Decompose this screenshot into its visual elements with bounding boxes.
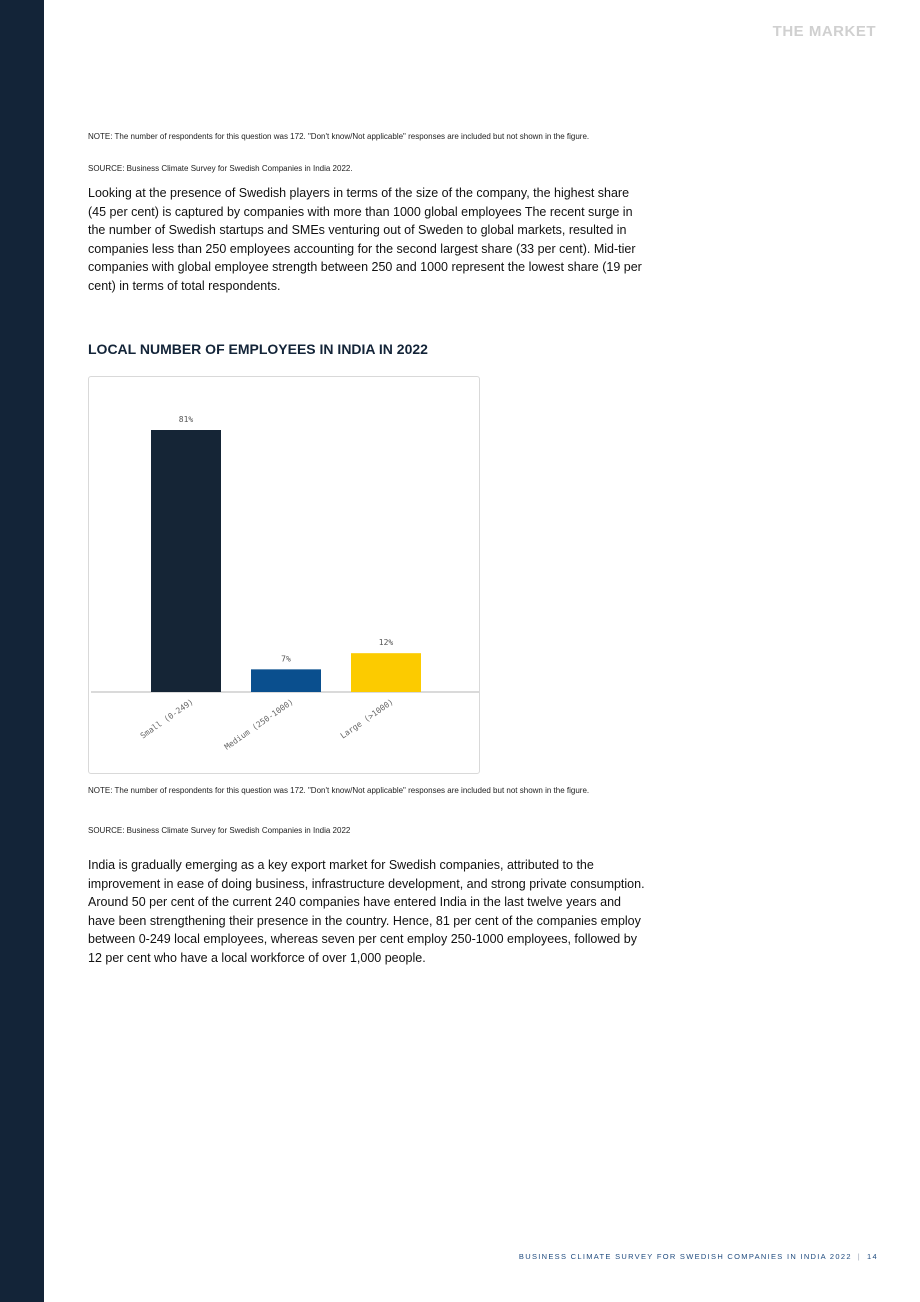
bar-1 [251,669,321,692]
data-label-2: 12% [378,638,394,648]
bar-0 [151,430,221,692]
footer-separator: | [857,1252,862,1261]
chart-heading: LOCAL NUMBER OF EMPLOYEES IN INDIA IN 2022 [88,341,428,357]
paragraph-1: Looking at the presence of Swedish players in terms of the size of the company, the highest share (45 per cent) is captured by companies with more than 1000 global employees The recent surge in the number of Swedish startups and SMEs venturing out of Sweden to global markets, resulted in companies less than 250 employees accounting for the second largest share (33 per cent). Mid-tier companies with global employee strength between 250 and 1000 represent the lowest share (19 per cent) in terms of total respondents. [88,186,642,293]
note-bottom: NOTE: The number of respondents for this question was 172. "Don't know/Not applicable" responses are included but not shown in the figure. [88,786,590,795]
category-label-1: Medium (250-1000) [222,697,296,752]
source-bottom: SOURCE: Business Climate Survey for Swedish Companies in India 2022 [88,826,351,835]
category-label-0: Small (0-249) [138,697,196,741]
sidebar-band [0,0,44,1302]
bar-2 [351,653,421,692]
data-label-0: 81% [178,415,194,424]
data-label-1: 7% [281,654,291,664]
category-label-2: Large (>1000) [338,697,396,741]
page-footer [519,1252,878,1261]
note-top: NOTE: The number of respondents for this question was 172. "Don't know/Not applicable" responses are included but not shown in the figure. [88,132,590,141]
source-top: SOURCE: Business Climate Survey for Swedish Companies in India 2022. [88,164,353,173]
page-number: 14 [867,1252,878,1261]
bar-chart [89,377,479,773]
footer-title: BUSINESS CLIMATE SURVEY FOR SWEDISH COMPANIES IN INDIA 2022 [518,1252,852,1261]
paragraph-2: India is gradually emerging as a key export market for Swedish companies, attributed to the improvement in ease of doing business, infrastructure development, and strong private consumption. Around 50 per cent of the current 240 companies have entered India in the last twelve years and have been strengthening their presence in the country. Hence, 81 per cent of the companies employ between 0-249 local employees, whereas seven per cent employ 250-1000 employees, followed by 12 per cent who have a local workforce of over 1,000 people. [88,858,645,965]
chart-frame [88,376,480,774]
section-label: THE MARKET [772,23,876,40]
